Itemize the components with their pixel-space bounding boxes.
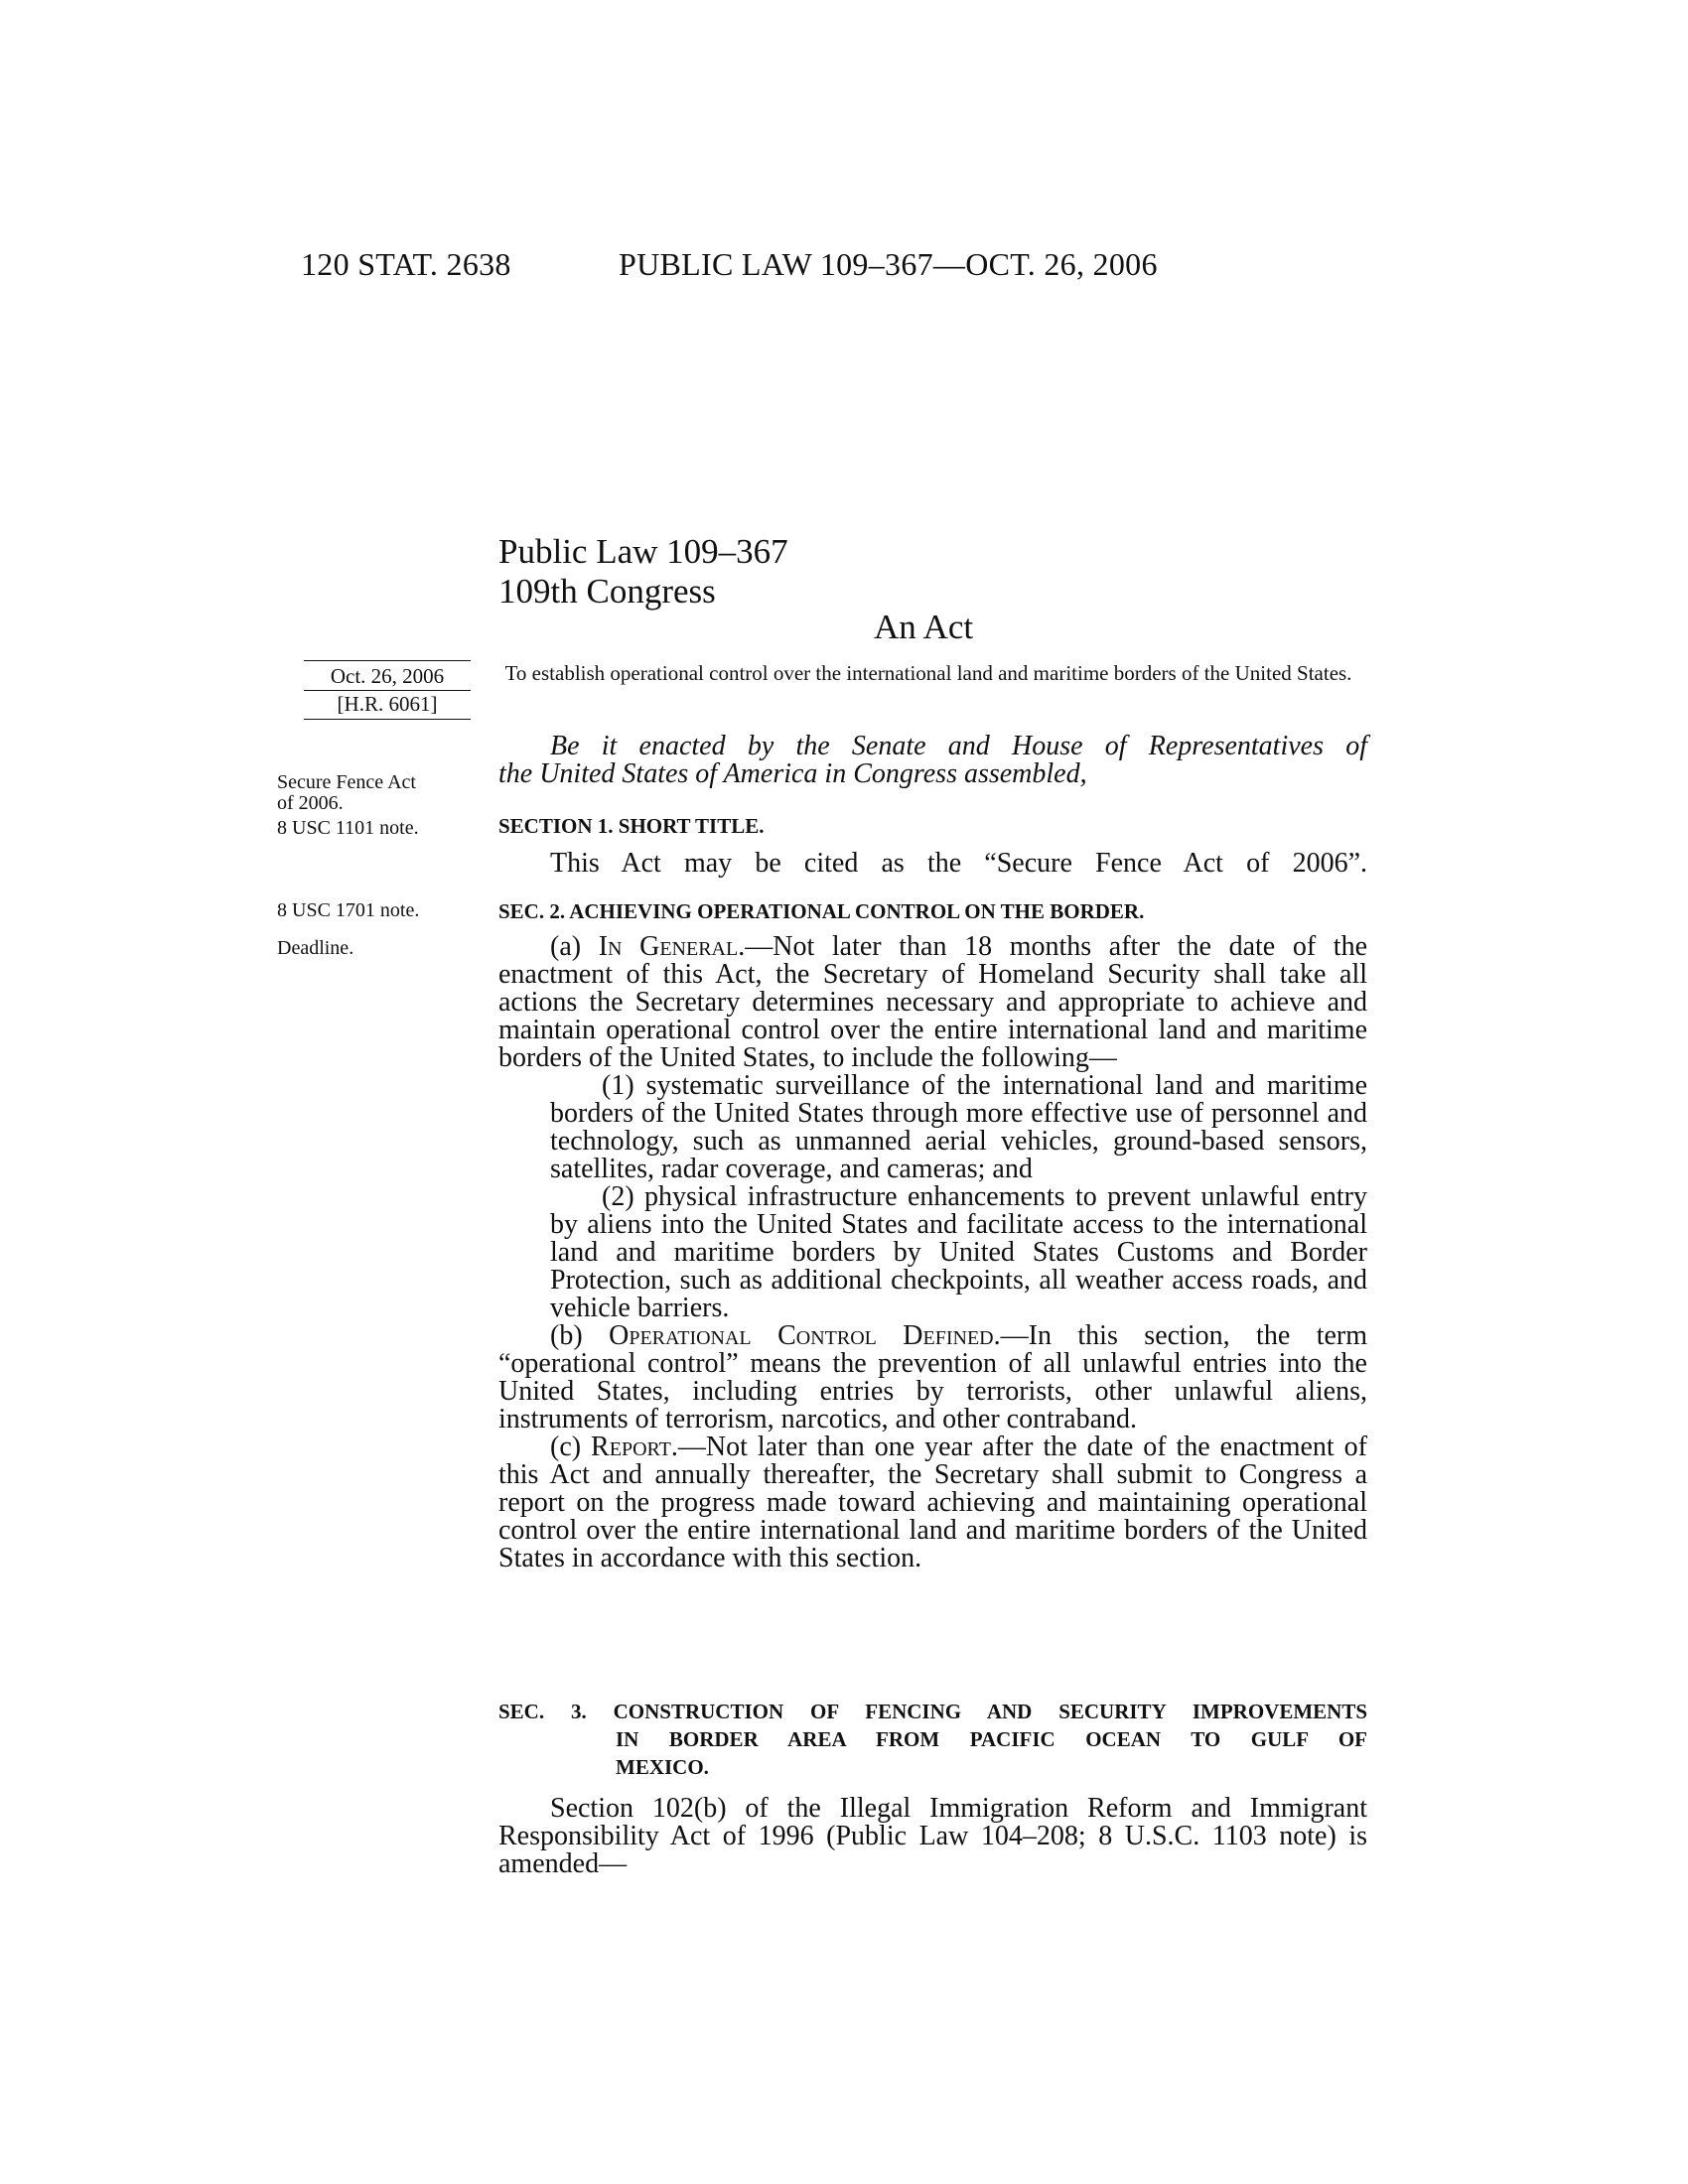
an-act-heading: An Act xyxy=(874,608,974,646)
margin-rule-bottom xyxy=(304,719,471,720)
margin-note-sec2: 8 USC 1701 note. xyxy=(277,899,420,921)
section-3-heading-line-3: MEXICO. xyxy=(616,1755,709,1779)
section-3-heading-line-2: IN BORDER AREA FROM PACIFIC OCEAN TO GULF OF xyxy=(616,1727,1367,1751)
subsection-b-text: .—In this section, the term “operational control” means the prevention of all unlawful entries into the United States, including entries by terrorists, other unlawful aliens, instruments of terrorism, narcotics, and other contraband. xyxy=(498,1320,1368,1434)
subsection-a-text: .—Not later than 18 months after the date of the enactment of this Act, the Secretary of Homeland Security shall take all actions the Secretary determines necessary and appropriate to achieve and maintain operational control over the entire international land and maritime borders of the United States, to include the following— xyxy=(498,931,1368,1073)
subsection-c-text: .—Not later than one year after the date of the enactment of this Act and annually thereafter, the Secretary shall submit to Congress a report on the progress made toward achieving and maintaining operational control over the entire international land and maritime borders of the United States in accordance with this section. xyxy=(498,1432,1367,1573)
section-3-heading-line-1: SEC. 3. CONSTRUCTION OF FENCING AND SECURITY IMPROVEMENTS xyxy=(498,1700,1367,1723)
margin-note-line: 8 USC 1101 note. xyxy=(277,817,419,839)
section-1-paragraph: This Act may be cited as the “Secure Fence Act of 2006”. xyxy=(550,848,1367,879)
subsection-a xyxy=(498,933,1367,1072)
section-2-heading: SEC. 2. ACHIEVING OPERATIONAL CONTROL ON THE BORDER. xyxy=(498,899,1145,923)
enacting-line-1: Be it enacted by the Senate and House of Representatives of xyxy=(550,731,1367,761)
margin-bill-number: [H.R. 6061] xyxy=(337,692,438,716)
enacting-line-2: the United States of America in Congress assembled, xyxy=(498,758,1087,789)
subsection-a-heading: In General xyxy=(598,931,739,962)
paragraph-1: (1) systematic surveillance of the international land and maritime borders of the United States through more effective use of personnel and technology, such as unmanned aerial vehicles, ground-based sensors, satellites, radar coverage, and cameras; and xyxy=(550,1070,1367,1184)
paragraph-2: (2) physical infrastructure enhancements to prevent unlawful entry by aliens into the United States and facilitate access to the international land and maritime borders by United States Customs and Border Protection, such as additional checkpoints, all weather access roads, and vehicle barriers. xyxy=(550,1181,1367,1323)
margin-note-deadline: Deadline. xyxy=(277,937,354,959)
section-1-heading: SECTION 1. SHORT TITLE. xyxy=(498,814,765,838)
margin-note-line: Secure Fence Act xyxy=(277,771,416,793)
subsection-c xyxy=(498,1433,1367,1572)
section-3-paragraph: Section 102(b) of the Illegal Immigration Reform and Immigrant Responsibility Act of 1996 (Public Law 104–208; 8 U.S.C. 1103 note) is amended— xyxy=(498,1793,1367,1879)
margin-note-line: of 2006. xyxy=(277,792,344,814)
section-3-body xyxy=(498,1795,1367,1878)
margin-rule-top xyxy=(304,660,471,661)
section-3-heading xyxy=(498,1698,1367,1781)
running-head: PUBLIC LAW 109–367—OCT. 26, 2006 xyxy=(619,246,1158,282)
subsection-a-prefix: (a) xyxy=(550,931,599,962)
stat-page-number: 120 STAT. 2638 xyxy=(301,246,511,282)
enacting-clause xyxy=(498,733,1367,788)
section-3-heading-continuation xyxy=(498,1725,1367,1781)
section-2-body xyxy=(498,933,1367,1572)
margin-date: Oct. 26, 2006 xyxy=(330,664,445,688)
act-purpose: To establish operational control over the international land and maritime borders of the United States. xyxy=(504,661,1352,685)
law-title: Public Law 109–367 xyxy=(498,532,788,571)
subsection-c-heading: Report xyxy=(591,1432,671,1462)
margin-note-short-title xyxy=(277,772,476,839)
subsection-b xyxy=(498,1322,1367,1433)
subsection-c-prefix: (c) xyxy=(550,1432,592,1462)
subsection-b-prefix: (b) xyxy=(550,1320,610,1351)
subsection-b-heading: Operational Control Defined xyxy=(609,1320,994,1351)
section-1-text xyxy=(498,850,1367,878)
congress-label: 109th Congress xyxy=(498,572,716,611)
